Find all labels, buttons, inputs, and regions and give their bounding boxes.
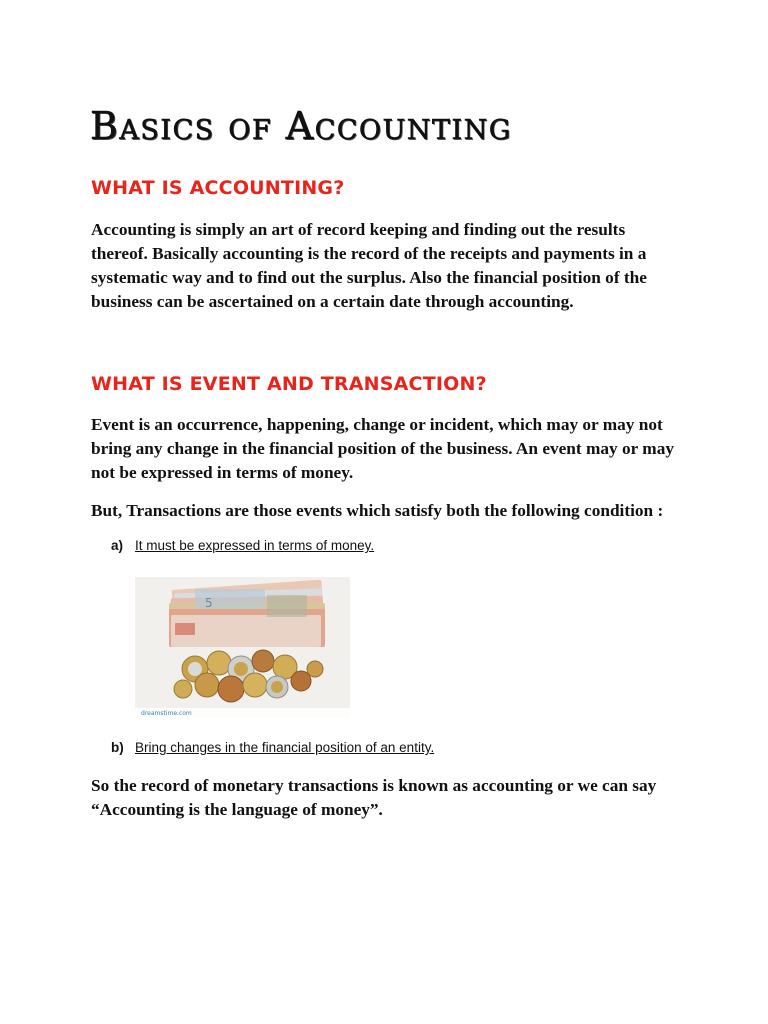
money-illustration: [135, 577, 350, 718]
document-title: Basics of Accounting: [90, 104, 512, 148]
section-heading-event-transaction: WHAT IS EVENT AND TRANSACTION?: [91, 373, 487, 395]
money-photo: [135, 577, 350, 718]
section-heading-accounting: WHAT IS ACCOUNTING?: [91, 177, 345, 199]
image-watermark: dreamstime.com: [141, 710, 192, 717]
list-marker: b): [111, 740, 124, 755]
list-item-a: [111, 538, 374, 553]
paragraph-transaction-intro: But, Transactions are those events which satisfy both the following condition :: [91, 501, 664, 520]
paragraph-closing: So the record of monetary transactions is known as accounting or we can say “Accounting is the language of money”.: [91, 776, 657, 819]
paragraph-event-definition: Event is an occurrence, happening, change or incident, which may or may not bring any change in the financial position of the business. An event may or may not be expressed in terms of money.: [91, 415, 674, 482]
list-item-text: Bring changes in the financial position of an entity.: [135, 740, 435, 755]
paragraph-accounting-definition: Accounting is simply an art of record keeping and finding out the results thereof. Basically accounting is the record of the receipts and payments in a systematic way and to find out the surplus. Also the financial position of the business can be ascertained on a certain date through accounting.: [91, 220, 647, 311]
watermark-bar: [135, 708, 350, 718]
list-marker: a): [111, 538, 124, 553]
svg-text:5: 5: [205, 596, 213, 610]
list-item-text: It must be expressed in terms of money.: [135, 538, 375, 553]
list-item-b: [111, 740, 434, 755]
